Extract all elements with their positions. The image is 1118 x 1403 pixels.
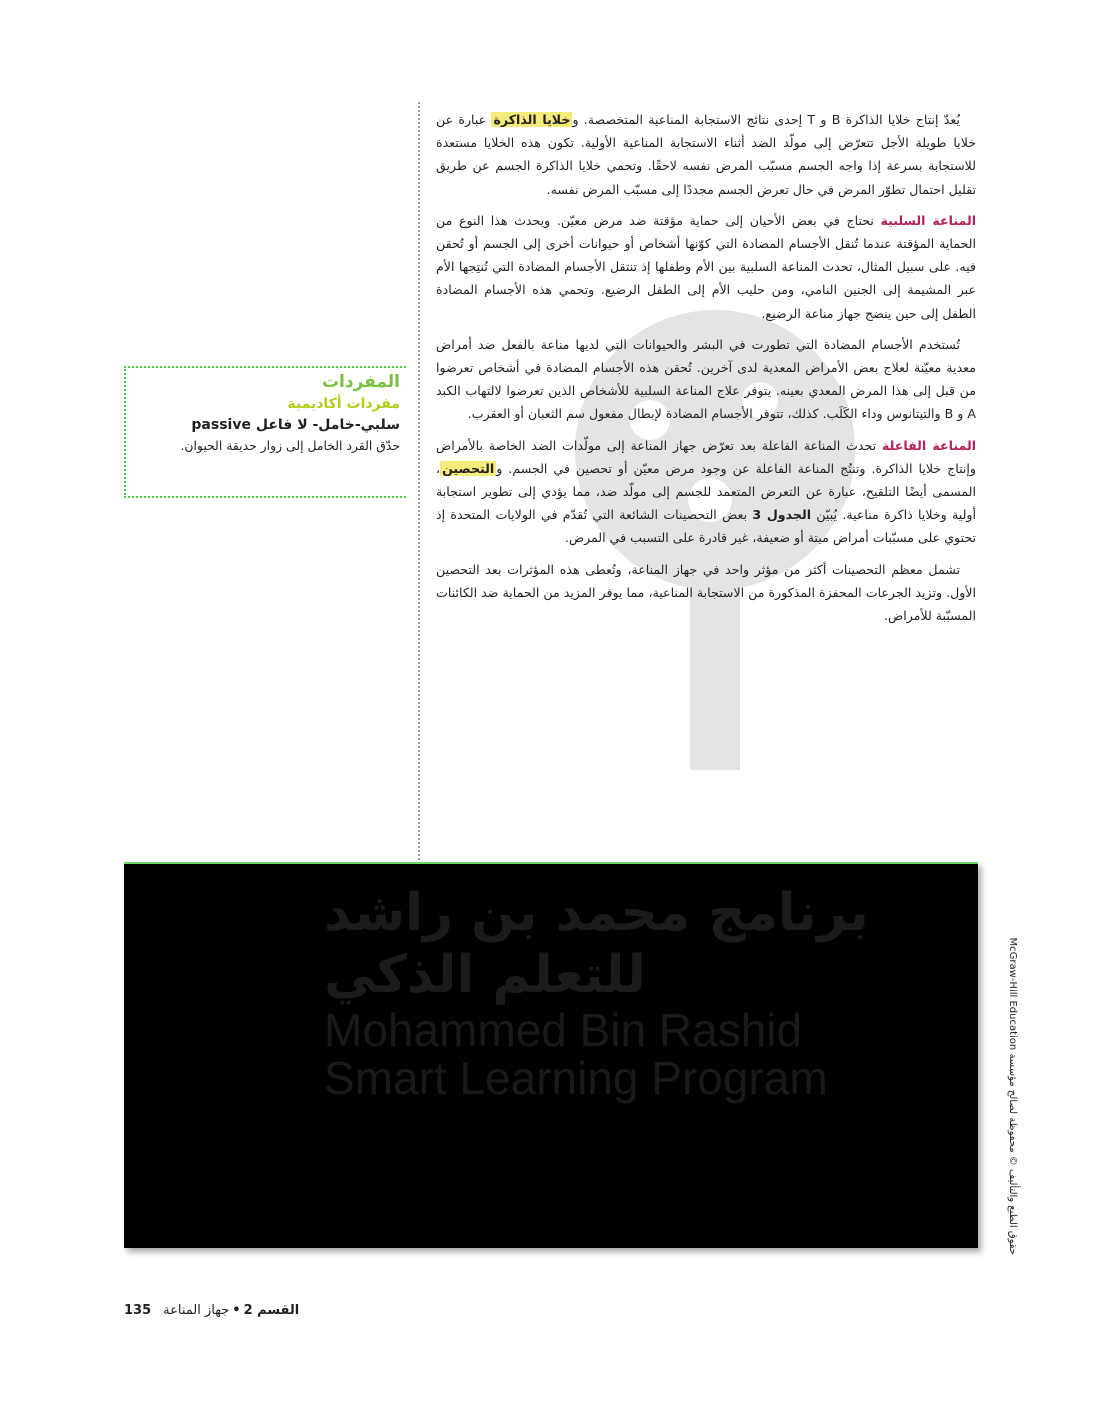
column-divider xyxy=(418,102,420,860)
footer-section: القسم 2 xyxy=(243,1303,300,1318)
page-footer xyxy=(124,1300,374,1322)
paragraph-booster-doses: تشمل معظم التحصينات أكثر من مؤثر واحد في جهاز المناعة، وتُعطى هذه المؤثرات بعد التحصين الأول. وتزيد الجرعات المحفزة المذكورة من الاستجابة المناعية، مما يوفر المزيد من الحماية ضد الكائنات المسبّبة للأمراض. xyxy=(436,561,976,624)
paragraph-memory-cells: يُعدّ إنتاج خلايا الذاكرة B و T إحدى نتائج الاستجابة المناعية المتخصصة. وخلايا الذاكرة عبارة عن خلايا طويلة الأجل تتعرّض إلى مولّد الضد أثناء الاستجابة المناعية الأولية. تكون هذه الخلايا مستعدة للاستجابة بسرعة إذا واجه الجسم مسبّب المرض نفسه لاحقًا. وتحمي خلايا الذاكرة الجسم عن طريق تقليل احتمال تطوّر المرض في حال تعرض الجسم مجددًا إلى مسبّب المرض نفسه. xyxy=(436,112,976,197)
paragraph-active-immunity: المناعة الفاعلة تحدث المناعة الفاعلة بعد تعرّض جهاز المناعة إلى مولّدات الضد الخاصة بالأمراض وإنتاج خلايا الذاكرة. وتنتُج المناعة الفاعلة عن وجود مرض معيّن أو تحصين في الجسم. والتحصين، المسمى أيضًا التلقيح، عبارة عن التعرض المتعمد للجسم إلى مولّد ضد، مما يؤدي إلى تطوير استجابة أولية وخلايا ذاكرة مناعية. يُبيّن الجدول 3 بعض التحصينات الشائعة التي تُقدّم في الولايات المتحدة إذ تحتوي على مسبّبات أمراض ميتة أو ضعيفة، غير قادرة على التسبب في المرض. xyxy=(436,437,977,546)
vocabulary-box xyxy=(124,366,406,498)
key-term-memory-cells: خلايا الذاكرة xyxy=(493,112,571,127)
key-term-vaccination: التحصين xyxy=(442,460,495,476)
footer-chapter: جهاز المناعة xyxy=(163,1303,230,1318)
watermark-english-line-2: Smart Learning Program xyxy=(324,1052,828,1104)
heading-active-immunity: المناعة الفاعلة xyxy=(881,437,977,453)
figure-top-border xyxy=(124,862,978,864)
watermark-english-line-1: Mohammed Bin Rashid xyxy=(324,1004,803,1056)
footer-bullet: • xyxy=(232,1303,241,1318)
vocabulary-term: سلبي-خامل- لا فاعل passive xyxy=(191,417,400,433)
heading-passive-immunity: المناعة السلبية xyxy=(880,212,977,228)
table-reference[interactable]: الجدول 3 xyxy=(752,507,812,523)
figure-watermark xyxy=(324,882,964,1212)
watermark-arabic-line-1: برنامج محمد بن راشد xyxy=(324,883,869,943)
page-number: 135 xyxy=(124,1303,152,1318)
paragraph-passive-immunity: المناعة السلبية نحتاج في بعض الأحيان إلى حماية مؤقتة ضد مرض معيّن. ويحدث هذا النوع من الحماية المؤقتة عندما تُنقل الأجسام المضادة التي كوّنها أشخاص أو حيوانات أخرى إلى الجسم أو تُحقن فيه. على سبيل المثال، تحدث المناعة السلبية بين الأم وطفلها إذ تنتقل الأجسام المضادة التي تُنتِجها الأم عبر المشيمة إلى الجنين النامي، ومن حليب الأم إلى الطفل الرضيع. وتحمي هذه الأجسام المضادة الطفل إلى حين ينضج جهاز مناعة الرضيع. xyxy=(436,212,977,321)
copyright-notice: حقوق الطبع والتأليف © محفوظة لصالح مؤسسة McGraw-Hill Education xyxy=(1007,937,1018,1255)
paragraph-antibody-treatment: تُستخدم الأجسام المضادة التي تطورت في البشر والحيوانات التي لديها مناعة بالفعل ضد أمراض معدية معيّنة لعلاج بعض الأمراض المعدية لدى آخرين. تُحقن هذه الأجسام المضادة في أشخاص تعرضوا من قبل إلى هذا المرض المعدي بعينه. يتوفر علاج المناعة السلبية للأشخاص الذين تعرضوا لالتهاب الكبد A و B والتيتانوس وداء الكَلَب. كذلك، تتوفر الأجسام المضادة لإبطال مفعول سم الثعبان أو العقرب. xyxy=(436,336,976,422)
figure-image-panel xyxy=(124,862,978,1248)
vocabulary-definition: حدّق القرد الخامل إلى زوار حديقة الحيوان. xyxy=(180,438,400,453)
vocabulary-title: المفردات xyxy=(321,372,400,392)
watermark-arabic-line-2: للتعلم الذكي xyxy=(324,945,646,1005)
main-text-column xyxy=(436,108,976,635)
vocabulary-subtitle: مفردات أكاديمية xyxy=(287,396,400,412)
